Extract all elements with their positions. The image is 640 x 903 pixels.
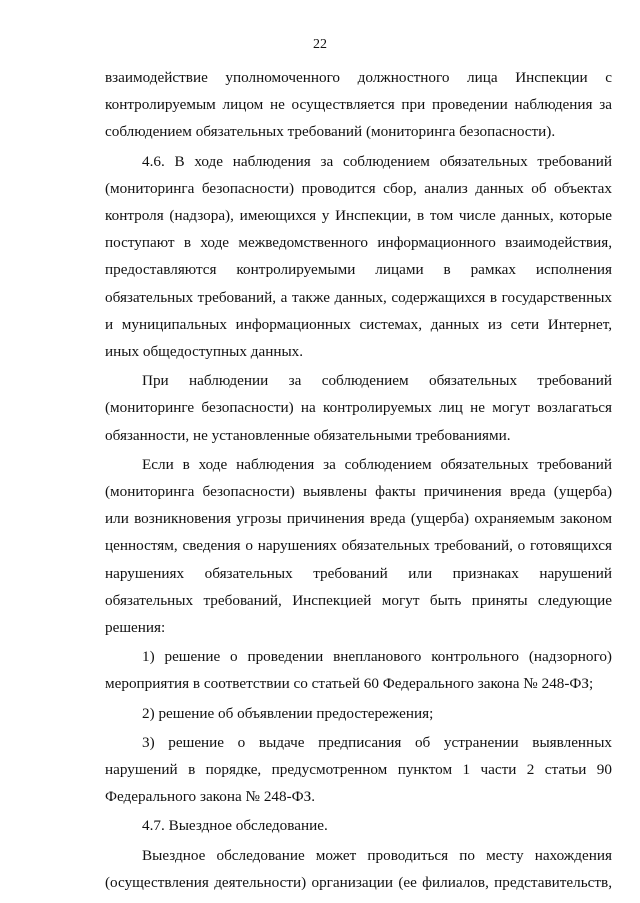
paragraph-field-inspection: Выездное обследование может проводиться по месту нахождения (осуществления деятельности) организации (ее филиалов, представительств, — [105, 846, 612, 891]
list-item-decision-2: 2) решение об объявлении предостережения; — [142, 704, 434, 722]
paragraph-monitoring-obligations: При наблюдении за соблюдением обязательных требований (мониторинге безопасности) на контролируемых лиц не могут возлагаться обязанности, не установленные обязательными требованиями. — [105, 372, 612, 444]
document-body — [105, 64, 612, 896]
paragraph-violations-decisions: Если в ходе наблюдения за соблюдением обязательных требований (мониторинга безопасности) выявлены факты причинения вреда (ущерба) или возникновения угрозы причинения вреда (ущерба) охраняемым законом ценностям, сведения о нарушениях обязательных требований, о готовящихся нарушениях обязательных требований или признаках нарушений обязательных требований, Инспекцией могут быть приняты следующие решения: — [105, 455, 612, 637]
paragraph-continuation: взаимодействие уполномоченного должностного лица Инспекции с контролируемым лицом не осуществляется при проведении наблюдения за соблюдением обязательных требований (мониторинга безопасности). — [105, 69, 612, 141]
list-item-decision-3: 3) решение о выдаче предписания об устранении выявленных нарушений в порядке, предусмотренном пунктом 1 части 2 статьи 90 Федерального закона № 248-ФЗ. — [105, 733, 612, 806]
page-number: 22 — [313, 37, 327, 52]
section-heading-4-7: 4.7. Выездное обследование. — [142, 817, 328, 835]
paragraph-4-6: 4.6. В ходе наблюдения за соблюдением обязательных требований (мониторинга безопасности) проводится сбор, анализ данных об объектах контроля (надзора), имеющихся у Инспекции, в том числе данных, которые поступают в ходе межведомственного информационного взаимодействия, предоставляются контролируемыми лицами в рамках исполнения обязательных требований, а также данных, содержащихся в государственных и муниципальных информационных системах, данных из сети Интернет, иных общедоступных данных. — [105, 152, 612, 361]
list-item-decision-1: 1) решение о проведении внепланового контрольного (надзорного) мероприятия в соответствии со статьей 60 Федерального закона № 248-ФЗ; — [105, 648, 612, 693]
